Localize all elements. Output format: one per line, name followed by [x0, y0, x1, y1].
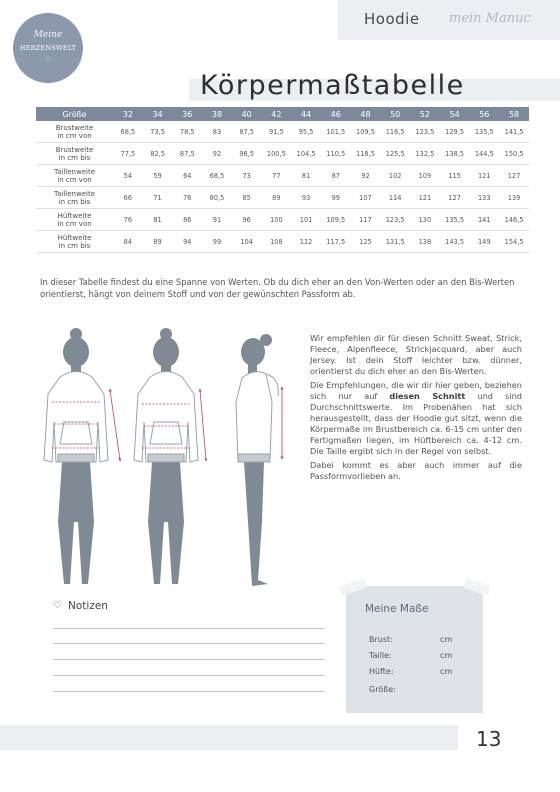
table-cell: 123,5 [380, 209, 410, 231]
card-title: Meine Maße [365, 603, 429, 615]
table-cell: 129,5 [440, 121, 470, 143]
table-cell: 96 [232, 209, 262, 231]
table-cell: 54 [113, 165, 143, 187]
table-cell: 143,5 [440, 231, 470, 253]
row-label [36, 231, 113, 253]
body-figures-illustration [38, 322, 298, 594]
row-label-line: Taillenweite [53, 189, 95, 198]
table-cell: 133 [469, 187, 499, 209]
table-cell: 127 [499, 165, 529, 187]
table-row [36, 143, 529, 165]
table-cell: 87,5 [172, 143, 202, 165]
table-cell: 117 [351, 209, 381, 231]
table-cell: 109 [410, 165, 440, 187]
table-cell: 94 [172, 231, 202, 253]
row-label-line: Taillenweite [53, 167, 95, 176]
fabric-advice [310, 333, 522, 485]
size-header-cell: 36 [172, 107, 202, 121]
table-cell: 131,5 [380, 231, 410, 253]
size-header-cell: 42 [262, 107, 292, 121]
tape-decoration [463, 578, 491, 596]
table-cell: 83 [202, 121, 232, 143]
footer-band [0, 725, 458, 750]
size-table [36, 107, 529, 253]
page-title: Körpermaßtabelle [200, 70, 465, 101]
table-cell: 64 [172, 165, 202, 187]
row-label-line: Brustweite [55, 123, 94, 132]
table-cell: 68,5 [113, 121, 143, 143]
table-cell: 68,5 [202, 165, 232, 187]
size-header-cell: 44 [291, 107, 321, 121]
table-cell: 89 [143, 231, 173, 253]
table-cell: 73,5 [143, 121, 173, 143]
advice-paragraph-2 [310, 380, 522, 457]
side-hoodie [236, 372, 278, 462]
table-row [36, 209, 529, 231]
size-header-cell: 56 [469, 107, 499, 121]
table-cell: 86 [172, 209, 202, 231]
table-cell: 154,5 [499, 231, 529, 253]
table-cell: 144,5 [469, 143, 499, 165]
card-row-unit: cm [440, 651, 453, 660]
logo-heart-icon: ♡ [44, 56, 52, 64]
table-cell: 146,5 [499, 209, 529, 231]
table-cell: 121 [469, 165, 499, 187]
size-header-cell: 50 [380, 107, 410, 121]
card-row-unit: cm [440, 635, 453, 644]
card-row-label: Brust: [369, 635, 393, 644]
table-cell: 87,5 [232, 121, 262, 143]
row-label-line: Brustweite [55, 145, 94, 154]
table-cell: 132,5 [410, 143, 440, 165]
advice-paragraph-1: Wir empfehlen dir für diesen Schnitt Sweat, Strick, Fleece, Alpenfleece, Strickjacquard, aber auch Jersey. Ist dein Stoff leichter bzw. dünner, orientierst du dich eher an den Bis-Werten. [310, 333, 522, 376]
logo-top-text: Meine [33, 30, 63, 40]
logo-main-text: HERZENSWELT [19, 44, 77, 52]
page-number: 13 [476, 727, 502, 751]
table-cell: 85 [232, 187, 262, 209]
table-cell: 82,5 [143, 143, 173, 165]
row-label-line: in cm von [57, 219, 92, 228]
table-cell: 100,5 [262, 143, 292, 165]
table-cell: 110,5 [321, 143, 351, 165]
table-cell: 91 [202, 209, 232, 231]
table-cell: 104,5 [291, 143, 321, 165]
table-cell: 81 [143, 209, 173, 231]
advice-p2-bold: diesen Schnitt [389, 391, 466, 401]
card-row-label: Taille: [369, 651, 392, 660]
table-cell: 92 [202, 143, 232, 165]
back-hoodie [134, 372, 198, 463]
table-cell: 91,5 [262, 121, 292, 143]
table-cell: 89 [262, 187, 292, 209]
table-cell: 81 [291, 165, 321, 187]
table-cell: 141 [469, 209, 499, 231]
row-label [36, 209, 113, 231]
size-header-cell: 38 [202, 107, 232, 121]
notes-line[interactable] [53, 628, 325, 629]
table-cell: 59 [143, 165, 173, 187]
table-row [36, 121, 529, 143]
card-row-unit: cm [440, 667, 453, 676]
intro-text: In dieser Tabelle findest du eine Spanne von Werten. Ob du dich eher an den Von-Werten oder an den Bis-Werten orientierst, hängt von deinem Stoff und von der gewünschten Passform ab. [40, 277, 515, 299]
table-cell: 125,5 [380, 143, 410, 165]
table-cell: 130 [410, 209, 440, 231]
table-cell: 141,5 [499, 121, 529, 143]
table-cell: 115 [440, 165, 470, 187]
row-label [36, 121, 113, 143]
card-row-label: Größe: [369, 685, 396, 694]
notes-line[interactable] [53, 691, 325, 692]
table-cell: 84 [113, 231, 143, 253]
row-label-line: in cm bis [58, 153, 91, 162]
advice-paragraph-3: Dabei kommt es aber auch immer auf die Passformvorlieben an. [310, 460, 522, 481]
size-header-cell: 34 [143, 107, 173, 121]
table-cell: 114 [380, 187, 410, 209]
table-cell: 92 [351, 165, 381, 187]
table-cell: 139 [499, 187, 529, 209]
row-label-line: in cm von [57, 175, 92, 184]
row-label-line: in cm bis [58, 197, 91, 206]
table-header-size-label: Größe [36, 107, 113, 121]
table-cell: 96,5 [232, 143, 262, 165]
table-cell: 121 [410, 187, 440, 209]
table-cell: 138 [410, 231, 440, 253]
table-cell: 95,5 [291, 121, 321, 143]
tape-decoration [339, 578, 367, 596]
table-cell: 150,5 [499, 143, 529, 165]
table-cell: 73 [232, 165, 262, 187]
size-header-cell: 46 [321, 107, 351, 121]
notes-line[interactable] [53, 643, 325, 644]
table-cell: 117,5 [321, 231, 351, 253]
table-cell: 138,5 [440, 143, 470, 165]
table-cell: 101,5 [321, 121, 351, 143]
table-row [36, 165, 529, 187]
table-cell: 78,5 [172, 121, 202, 143]
notes-line[interactable] [53, 675, 325, 676]
header-brand: mein Manuc [449, 11, 531, 26]
size-header-cell: 32 [113, 107, 143, 121]
table-cell: 149 [469, 231, 499, 253]
size-header-cell: 48 [351, 107, 381, 121]
table-cell: 108 [262, 231, 292, 253]
table-cell: 104 [232, 231, 262, 253]
table-cell: 116,5 [380, 121, 410, 143]
table-cell: 135,5 [469, 121, 499, 143]
heart-icon: ♡ [53, 600, 62, 611]
table-cell: 66 [113, 187, 143, 209]
row-label [36, 165, 113, 187]
size-header-cell: 54 [440, 107, 470, 121]
table-cell: 135,5 [440, 209, 470, 231]
table-cell: 125 [351, 231, 381, 253]
table-row [36, 231, 529, 253]
table-cell: 80,5 [202, 187, 232, 209]
notes-label: Notizen [68, 600, 108, 612]
table-cell: 127 [440, 187, 470, 209]
advice-p2-end: und sind Durchschnittswerte. Im Probenähen hat sich herausgestellt, dass der Hoodie gut sitzt, wenn die Körpermaße im Brustbereich ca. 6-15 cm unter den Fertigmaßen liegen, im Hüftbereich ca. 4-12 cm. Die Taille ergibt sich in der Regel von selbst. [310, 391, 522, 456]
table-cell: 76 [172, 187, 202, 209]
notes-line[interactable] [53, 659, 325, 660]
table-cell: 123,5 [410, 121, 440, 143]
size-header-cell: 52 [410, 107, 440, 121]
size-header-cell: 40 [232, 107, 262, 121]
row-label [36, 143, 113, 165]
front-hoodie [44, 372, 108, 463]
row-label-line: Hüftweite [57, 233, 92, 242]
table-cell: 100 [262, 209, 292, 231]
table-cell: 87 [321, 165, 351, 187]
table-cell: 109,5 [351, 121, 381, 143]
card-row-label: Hüfte: [369, 667, 394, 676]
table-cell: 101 [291, 209, 321, 231]
table-row [36, 187, 529, 209]
table-cell: 76 [113, 209, 143, 231]
row-label-line: in cm bis [58, 241, 91, 250]
table-header-row [36, 107, 529, 121]
table-cell: 99 [321, 187, 351, 209]
table-cell: 107 [351, 187, 381, 209]
row-label-line: Hüftweite [57, 211, 92, 220]
table-cell: 112 [291, 231, 321, 253]
row-label [36, 187, 113, 209]
table-cell: 71 [143, 187, 173, 209]
size-header-cell: 58 [499, 107, 529, 121]
table-cell: 118,5 [351, 143, 381, 165]
table-cell: 99 [202, 231, 232, 253]
table-cell: 77,5 [113, 143, 143, 165]
table-cell: 102 [380, 165, 410, 187]
row-label-line: in cm von [57, 131, 92, 140]
table-cell: 77 [262, 165, 292, 187]
advice-p2-start: Die Empfehlungen, die wir dir hier geben, beziehen sich nur auf [310, 380, 522, 401]
table-cell: 93 [291, 187, 321, 209]
header-title: Hoodie [364, 10, 420, 28]
table-cell: 109,5 [321, 209, 351, 231]
